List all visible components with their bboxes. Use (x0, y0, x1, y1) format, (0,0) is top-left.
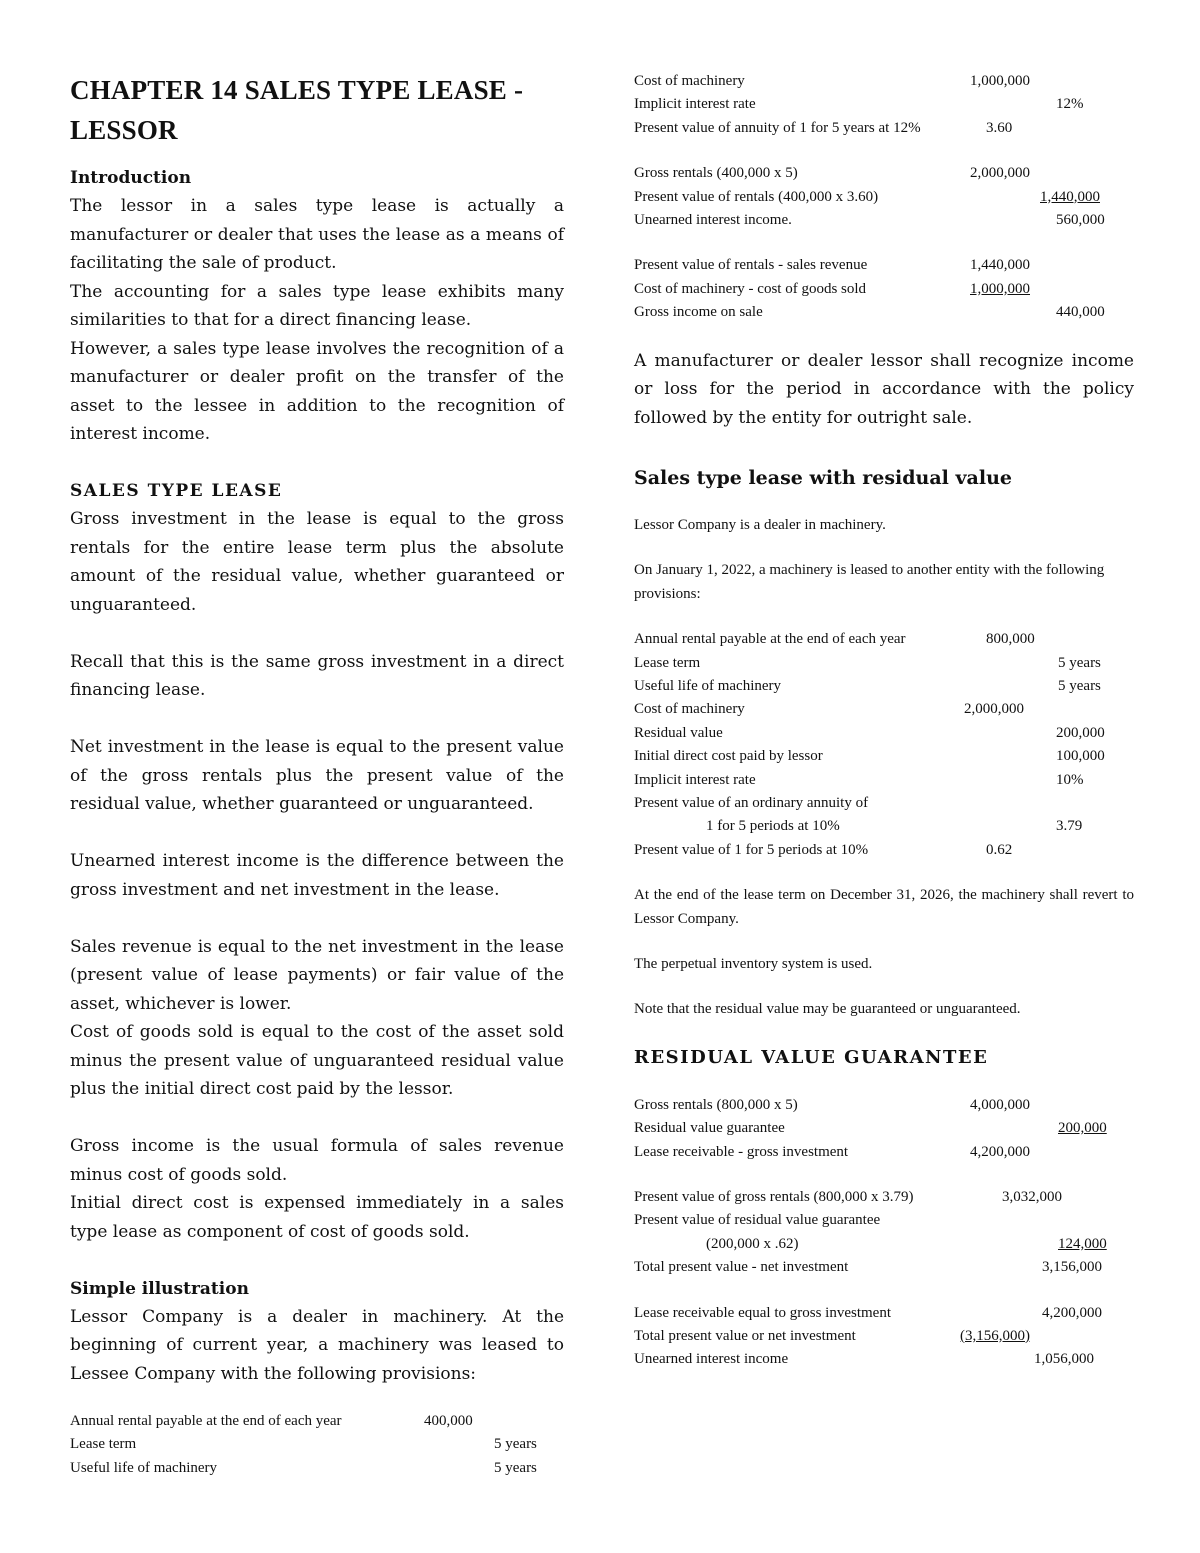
gross-investment-table (634, 1094, 1134, 1164)
row-value: 100,000 (1056, 748, 1105, 765)
lease-date-paragraph: On January 1, 2022, a machinery is leased to another entity with the following provisions: (634, 562, 1105, 602)
table-row (634, 93, 1134, 116)
gross-rentals-table (634, 162, 1134, 232)
row-label: Lease receivable - gross investment (634, 1143, 849, 1160)
row-label: Lease term (70, 1436, 137, 1453)
row-label: Gross rentals (800,000 x 5) (634, 1096, 798, 1113)
table-row (634, 301, 1134, 324)
page-title: CHAPTER 14 SALES TYPE LEASE - LESSOR (70, 75, 524, 145)
row-label: Initial direct cost paid by lessor (634, 748, 823, 765)
table-row (634, 652, 1134, 675)
row-label: Present value of rentals (400,000 x 3.60) (634, 188, 879, 205)
table-row (634, 209, 1134, 232)
table-row (634, 1209, 1134, 1232)
perpetual-inventory-paragraph: The perpetual inventory system is used. (634, 955, 873, 972)
table-row (634, 70, 1134, 93)
table-row (634, 1325, 1134, 1348)
row-label: Annual rental payable at the end of each year (634, 631, 906, 648)
table-row (634, 1256, 1134, 1279)
table-row (70, 1410, 564, 1433)
row-label: Lease receivable equal to gross investment (634, 1304, 891, 1321)
unearned-interest-table (634, 1302, 1134, 1372)
row-value: 2,000,000 (964, 701, 1024, 718)
cost-of-goods-sold-paragraph: Cost of goods sold is equal to the cost of the asset sold minus the present value of unguaranteed residual value plus the initial direct cost paid by the lessor. (70, 1022, 564, 1099)
row-value: 1,056,000 (1034, 1351, 1094, 1368)
row-value: 200,000 (1056, 724, 1105, 741)
row-value: 3.79 (1056, 818, 1083, 835)
intro-paragraph-3: However, a sales type lease involves the recognition of a manufacturer or dealer profit on the transfer of the asset to the lessee in addition to the recognition of interest income. (70, 338, 564, 444)
table-row (634, 698, 1134, 721)
table-row (634, 1348, 1134, 1371)
row-value: 1,440,000 (1040, 188, 1100, 205)
row-label: Lease term (634, 654, 701, 671)
row-value: 124,000 (1058, 1235, 1107, 1252)
row-label: Total present value - net investment (634, 1259, 849, 1276)
table-row (634, 278, 1134, 301)
table-row (634, 769, 1134, 792)
row-label: Present value of rentals - sales revenue (634, 257, 868, 274)
table-row (634, 1186, 1134, 1209)
table-row (634, 675, 1134, 698)
table-row (634, 815, 1134, 838)
table-row (634, 1117, 1134, 1140)
row-label: Gross rentals (400,000 x 5) (634, 165, 798, 182)
net-investment-paragraph: Net investment in the lease is equal to the present value of the gross rentals plus the present value of the residual value, whether guaranteed or unguaranteed. (70, 737, 564, 814)
row-label: Annual rental payable at the end of each year (70, 1413, 342, 1429)
table-row (634, 745, 1134, 768)
row-value: 3,032,000 (1002, 1188, 1062, 1205)
row-label: Useful life of machinery (70, 1459, 218, 1476)
table-row (70, 1457, 564, 1480)
row-value: 560,000 (1056, 211, 1105, 228)
row-label: (200,000 x .62) (706, 1235, 799, 1252)
row-label: Implicit interest rate (634, 771, 756, 788)
row-label: Unearned interest income (634, 1351, 789, 1368)
row-value: 10% (1056, 771, 1084, 788)
row-value: 5 years (494, 1436, 537, 1453)
residual-provisions-table (634, 628, 1134, 862)
table-row (634, 254, 1134, 277)
table-row (634, 1094, 1134, 1117)
row-label: Implicit interest rate (634, 96, 756, 113)
row-label: Residual value guarantee (634, 1120, 785, 1137)
row-value: 5 years (494, 1459, 537, 1476)
table-row (70, 1433, 564, 1456)
table-row (634, 1141, 1134, 1164)
right-column (634, 70, 1134, 1372)
table-row (634, 1302, 1134, 1325)
row-label: Present value of residual value guarantee (634, 1212, 881, 1229)
introduction-heading: Introduction (70, 168, 192, 188)
row-label: Total present value or net investment (634, 1327, 856, 1344)
table-row (634, 628, 1134, 651)
left-column (70, 70, 564, 1480)
row-value: 4,000,000 (970, 1096, 1030, 1113)
row-value: 4,200,000 (970, 1143, 1030, 1160)
row-value: 2,000,000 (970, 165, 1030, 182)
machinery-facts-table (634, 70, 1134, 140)
residual-value-heading: Sales type lease with residual value (634, 467, 1012, 490)
row-value: (3,156,000) (960, 1327, 1030, 1344)
residual-note-paragraph: Note that the residual value may be guaranteed or unguaranteed. (634, 1001, 1021, 1018)
table-row (634, 186, 1134, 209)
dealer-paragraph: Lessor Company is a dealer in machinery. (634, 517, 886, 534)
revert-paragraph: At the end of the lease term on December 31, 2026, the machinery shall revert to Lessor Company. (634, 887, 1134, 927)
simple-illustration-paragraph: Lessor Company is a dealer in machinery. At the beginning of current year, a machinery was leased to Lessee Company with the following provisions: (70, 1306, 564, 1384)
table-row (634, 839, 1134, 862)
row-value: 800,000 (986, 631, 1035, 648)
intro-paragraph-2: The accounting for a sales type lease exhibits many similarities to that for a direct financing lease. (70, 281, 564, 330)
unearned-interest-paragraph: Unearned interest income is the difference between the gross investment and net investment in the lease. (70, 851, 564, 900)
intro-paragraph-1: The lessor in a sales type lease is actually a manufacturer or dealer that uses the lease as a means of facilitating the sale of product. (70, 196, 564, 273)
row-label: Cost of machinery (634, 73, 745, 89)
row-label: Cost of machinery (634, 701, 745, 718)
sales-revenue-paragraph: Sales revenue is equal to the net investment in the lease (present value of lease payments) or fair value of the asset, whichever is lower. (70, 936, 564, 1014)
row-value: 5 years (1058, 678, 1101, 695)
residual-value-guarantee-heading: RESIDUAL VALUE GUARANTEE (634, 1046, 989, 1068)
gross-investment-paragraph: Gross investment in the lease is equal to the gross rentals for the entire lease term plus the absolute amount of the residual value, whether guaranteed or unguaranteed. (70, 509, 564, 615)
net-investment-table (634, 1186, 1134, 1280)
initial-direct-cost-paragraph: Initial direct cost is expensed immediately in a sales type lease as component of cost of goods sold. (70, 1193, 564, 1242)
table-row (634, 117, 1134, 140)
recall-paragraph: Recall that this is the same gross investment in a direct financing lease. (70, 651, 564, 700)
row-label: 1 for 5 periods at 10% (706, 818, 840, 835)
row-value: 4,200,000 (1042, 1304, 1102, 1321)
row-value: 1,440,000 (970, 257, 1030, 274)
simple-illustration-heading: Simple illustration (70, 1278, 249, 1299)
row-label: Present value of annuity of 1 for 5 years at 12% (634, 119, 921, 136)
table-row (634, 792, 1134, 815)
row-label: Present value of an ordinary annuity of (634, 794, 869, 811)
row-value: 3,156,000 (1042, 1259, 1102, 1276)
gross-income-paragraph: Gross income is the usual formula of sales revenue minus cost of goods sold. (70, 1136, 564, 1185)
row-value: 5 years (1058, 654, 1101, 671)
row-value: 1,000,000 (970, 280, 1030, 297)
provisions-table (70, 1410, 564, 1480)
row-value: 12% (1056, 96, 1084, 113)
table-row (634, 1233, 1134, 1256)
row-value: 0.62 (986, 841, 1013, 858)
row-value: 440,000 (1056, 304, 1105, 321)
row-label: Present value of gross rentals (800,000 x 3.79) (634, 1188, 914, 1205)
row-label: Present value of 1 for 5 periods at 10% (634, 841, 869, 858)
outright-sale-policy-paragraph: A manufacturer or dealer lessor shall recognize income or loss for the period in accordance with the policy followed by the entity for outright sale. (634, 350, 1134, 428)
row-value: 400,000 (424, 1413, 473, 1429)
row-label: Residual value (634, 724, 723, 741)
row-value: 200,000 (1058, 1120, 1107, 1137)
row-label: Gross income on sale (634, 304, 763, 321)
row-label: Useful life of machinery (634, 678, 782, 695)
gross-income-table (634, 254, 1134, 324)
row-value: 3.60 (986, 119, 1013, 136)
sales-type-lease-heading: SALES TYPE LEASE (70, 481, 283, 501)
row-label: Cost of machinery - cost of goods sold (634, 280, 867, 297)
table-row (634, 162, 1134, 185)
row-value: 1,000,000 (970, 73, 1030, 89)
table-row (634, 722, 1134, 745)
row-label: Unearned interest income. (634, 211, 792, 228)
